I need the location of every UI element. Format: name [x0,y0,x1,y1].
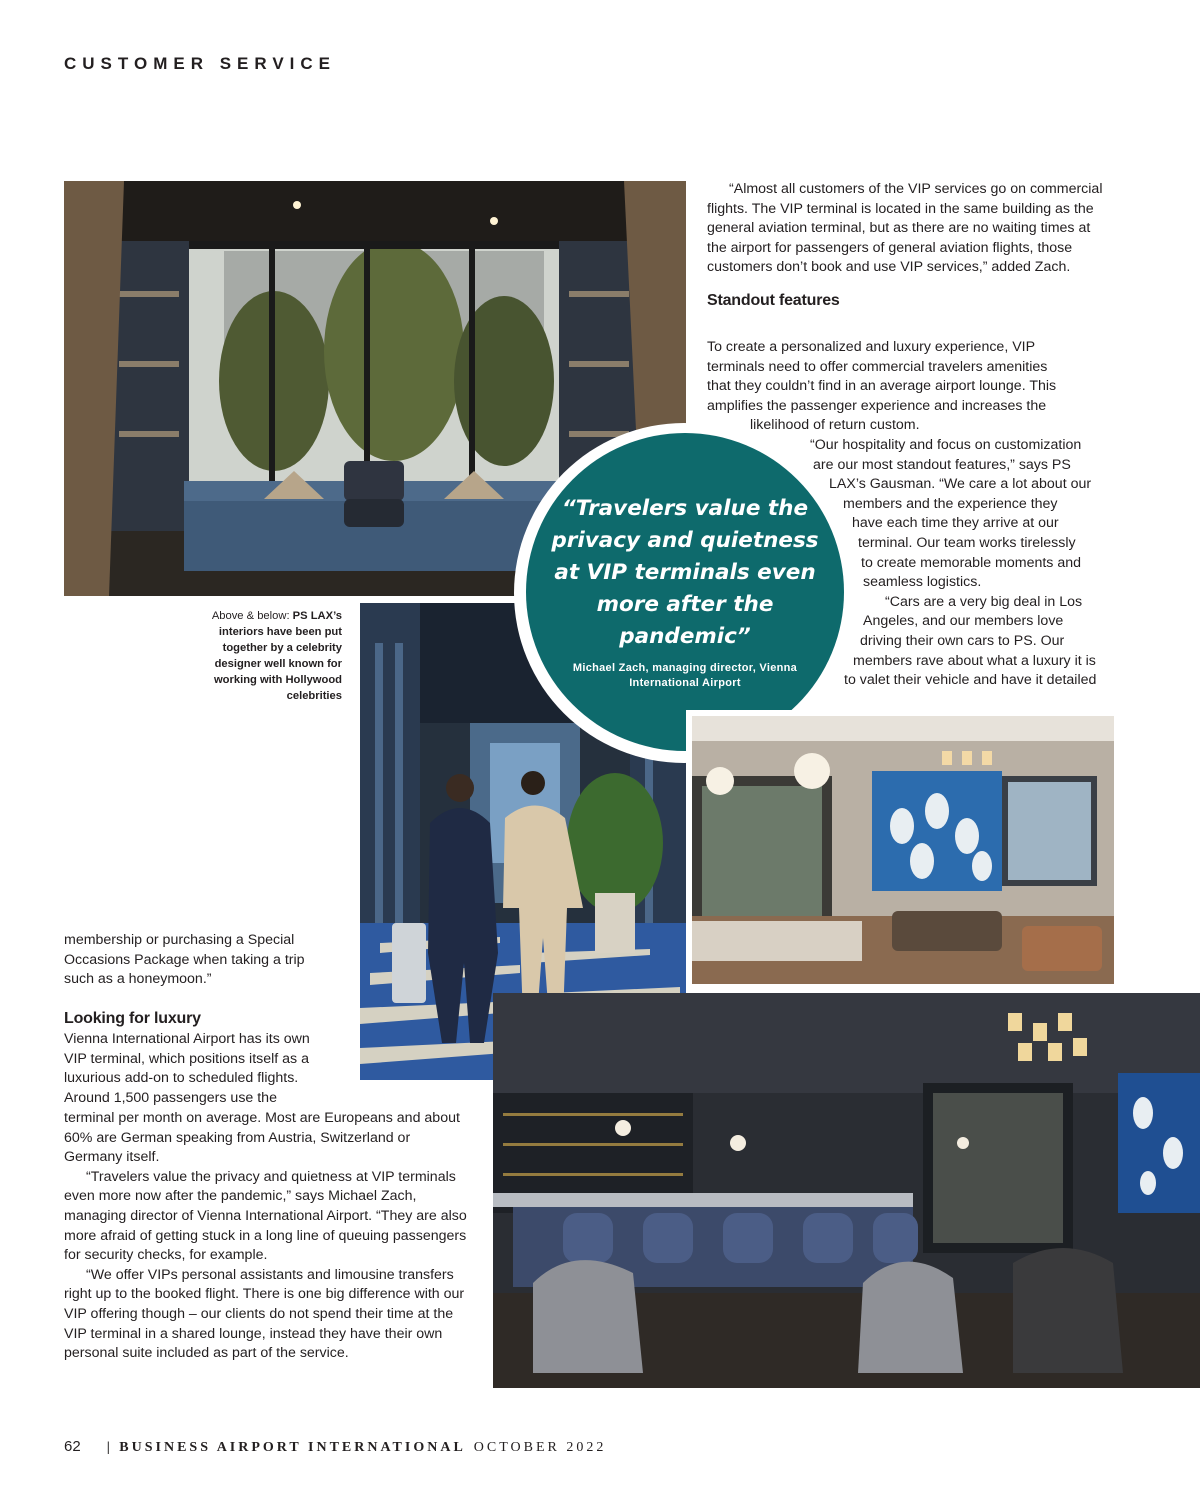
text-line: seamless logistics. [863,574,982,591]
text-line: to create memorable moments and [861,554,1082,571]
text-line: are our most standout features,” says PS [813,456,1071,473]
subhead-looking-for-luxury: Looking for luxury [64,1010,201,1027]
text-line: VIP terminal, which positions itself as a [64,1050,309,1067]
text-line: Angeles, and our members love [863,613,1064,630]
text-line: Around 1,500 passengers use the [64,1089,277,1106]
paragraph-continuation: membership or purchasing a Special Occasions Package when taking a trip such as a honeymoon.” [64,932,305,988]
caption-text: PS LAX’s interiors have been put together by a celebrity designer well known for working with Hollywood celebrities [213,610,342,702]
text-line: that they couldn’t find in an average airport lounge. This [707,378,1057,395]
issue-date: OCTOBER 2022 [473,1440,607,1455]
left-column-continuation [64,931,329,990]
paragraph-zach-quote: “Travelers value the privacy and quietness at VIP terminals even more now after the pandemic,” says Michael Zach, managing director of Vienna International Airport. “They are also more afraid of getting stuck in a long line of queuing passengers for security checks, for example. [64,1168,467,1264]
section-label: CUSTOMER SERVICE [64,54,337,73]
text-line: Vienna International Airport has its own [64,1031,310,1047]
paragraph-vip-services: “Almost all customers of the VIP services go on commercial flights. The VIP terminal is located in the same building as the general aviation terminal, but as there are no waiting times at the airport for passengers of general aviation flights, those customers don’t book and use VIP services,” added Zach. [707,181,1103,276]
paragraph-passengers: terminal per month on average. Most are Europeans and about 60% are German speaking from Austria, Switzerland or Germany itself. [64,1110,460,1166]
pull-quote-attribution: Michael Zach, managing director, Vienna International Airport [572,662,798,689]
photo-lounge-blue-art-frame [686,710,1120,990]
paragraph-vip-offering: “We offer VIPs personal assistants and limousine transfers right up to the booked flight. There is one big difference with our VIP offering though – our clients do not spend their time at the VIP terminal in a shared lounge, instead they have their own personal suite included as part of the service. [64,1266,465,1362]
text-line: amplifies the passenger experience and increases the [707,397,1047,414]
text-line: terminal. Our team works tirelessly [858,534,1076,551]
text-line: luxurious add-on to scheduled flights. [64,1070,299,1087]
text-line: “Cars are a very big deal in Los [885,593,1083,610]
looking-for-luxury-text [64,1030,364,1108]
text-line: have each time they arrive at our [852,515,1059,532]
magazine-name: | BUSINESS AIRPORT INTERNATIONAL [106,1440,466,1455]
page-number: 62 [64,1438,81,1455]
text-line: “Our hospitality and focus on customization [810,436,1082,453]
photo-caption [190,608,342,704]
text-line: members and the experience they [843,495,1058,512]
left-column-body [64,1109,472,1364]
pull-quote-text: “Travelers value the privacy and quietness at VIP terminals even more after the pandemic” [551,496,819,649]
page-footer [64,1438,606,1456]
text-line: to valet their vehicle and have it detailed [844,672,1097,689]
photo-bar-lounge [493,993,1200,1388]
subhead-standout-features: Standout features [707,291,840,309]
caption-lead: Above & below: [211,610,290,622]
text-line: To create a personalized and luxury experience, VIP [707,339,1036,355]
text-line: members rave about what a luxury it is [853,652,1096,669]
text-line: driving their own cars to PS. Our [860,632,1065,649]
top-right-column [707,180,1112,312]
text-line: likelihood of return custom. [750,417,920,434]
text-line: terminals need to offer commercial travelers amenities [707,358,1048,375]
text-line: LAX’s Gausman. “We care a lot about our [829,476,1092,493]
pull-quote [526,433,844,751]
photo-lounge-blue-art [692,716,1114,984]
